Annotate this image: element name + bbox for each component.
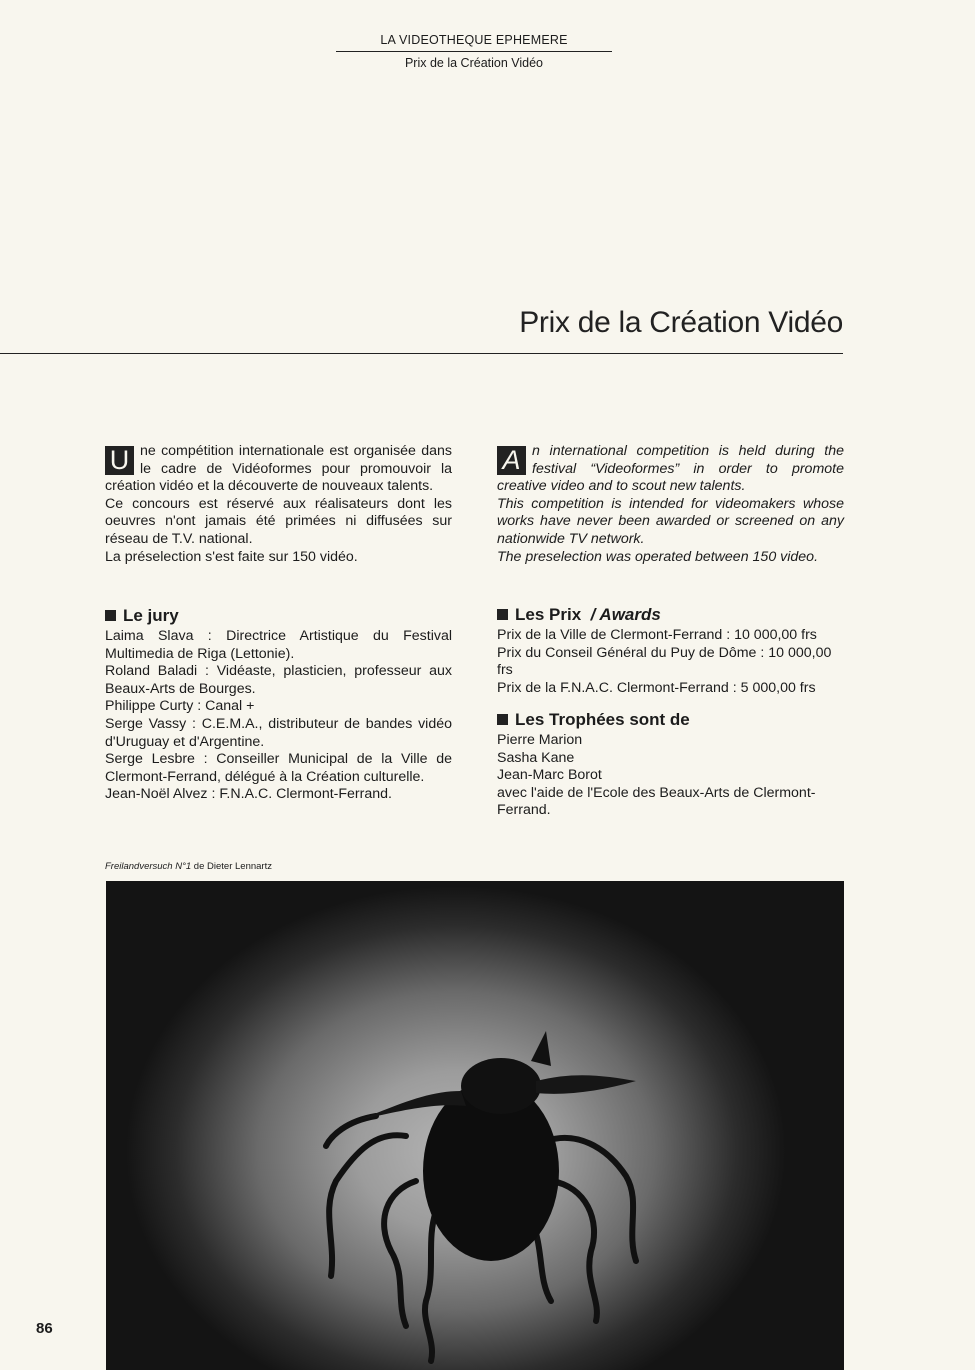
- prix-section: [497, 605, 844, 697]
- page-number: 86: [36, 1320, 53, 1337]
- trophees-list: [497, 732, 847, 820]
- intro-fr-text-1: ne compétition internationale est organisée dans le cadre de Vidéoformes pour promouvoir la création vidéo et la découverte de nouveaux talents.: [105, 443, 452, 495]
- jury-section: [105, 606, 452, 804]
- jury-heading: [105, 606, 452, 626]
- video-still-photo: [106, 881, 844, 1370]
- intro-fr-dropcap: U: [105, 446, 134, 475]
- intro-en-paragraph-1: [497, 443, 844, 496]
- intro-en-dropcap: A: [497, 446, 526, 475]
- list-item: Roland Baladi : Vidéaste, plasticien, professeur aux Beaux-Arts de Bourges.: [105, 663, 452, 697]
- jury-list: [105, 628, 452, 804]
- list-item: Serge Lesbre : Conseiller Municipal de la Ville de Clermont-Ferrand, délégué à la Création culturelle.: [105, 751, 452, 785]
- square-bullet-icon: [497, 714, 508, 725]
- caption-work-title: Freilandversuch N°1: [105, 861, 192, 872]
- list-item: Jean-Noël Alvez : F.N.A.C. Clermont-Ferrand.: [105, 786, 392, 803]
- list-item: Pierre Marion: [497, 732, 583, 748]
- list-item: Prix de la F.N.A.C. Clermont-Ferrand : 5 000,00 frs: [497, 679, 816, 696]
- header-section-title: LA VIDEOTHEQUE EPHEMERE: [336, 33, 612, 52]
- square-bullet-icon: [105, 610, 116, 621]
- intro-fr-paragraph-2: Ce concours est réservé aux réalisateurs dont les oeuvres n'ont jamais été primées ni diffusées sur réseau de T.V. national.: [105, 495, 452, 547]
- title-divider: [0, 353, 843, 354]
- trophees-heading-text: Les Trophées sont de: [515, 710, 690, 729]
- jury-heading-text: Le jury: [123, 606, 179, 625]
- intro-french: [105, 443, 452, 566]
- prix-heading: [497, 605, 844, 625]
- list-item: Serge Vassy : C.E.M.A., distributeur de bandes vidéo d'Uruguay et d'Argentine.: [105, 715, 452, 750]
- insect-silhouette-image: [106, 881, 844, 1370]
- header-subtitle: Prix de la Création Vidéo: [404, 56, 544, 70]
- list-item: Philippe Curty : Canal +: [105, 698, 255, 715]
- intro-en-paragraph-3: The preselection was operated between 150 video.: [497, 548, 819, 565]
- square-bullet-icon: [497, 609, 508, 620]
- list-item: Sasha Kane: [497, 749, 575, 766]
- list-item: Prix du Conseil Général du Puy de Dôme : 10 000,00 frs: [497, 644, 832, 679]
- intro-fr-paragraph-1: [105, 443, 452, 496]
- list-item: Laima Slava : Directrice Artistique du Festival Multimedia de Riga (Lettonie).: [105, 628, 452, 662]
- list-item: Jean-Marc Borot: [497, 767, 602, 784]
- prix-heading-english: / Awards: [590, 605, 661, 624]
- caption-author: de Dieter Lennartz: [191, 861, 272, 872]
- intro-english: [497, 443, 844, 566]
- list-item: Prix de la Ville de Clermont-Ferrand : 10 000,00 frs: [497, 627, 817, 643]
- intro-en-text-1: n international competition is held during the festival “Videoformes” in order to promote creative video and to scout new talents.: [497, 443, 844, 495]
- trophees-section: [497, 710, 847, 820]
- list-item: avec l'aide de l'Ecole des Beaux-Arts de Clermont-Ferrand.: [497, 784, 816, 819]
- intro-en-paragraph-2: This competition is intended for videomakers whose works have never been awarded or screened on any nationwide TV network.: [497, 495, 844, 547]
- running-header: [336, 33, 612, 70]
- photo-caption: [105, 861, 272, 872]
- trophees-heading: [497, 710, 847, 730]
- prix-list: [497, 627, 844, 697]
- intro-fr-paragraph-3: La préselection s'est faite sur 150 vidéo.: [105, 548, 358, 565]
- prix-heading-text: Les Prix: [515, 605, 582, 624]
- page-title: Prix de la Création Vidéo: [519, 306, 843, 339]
